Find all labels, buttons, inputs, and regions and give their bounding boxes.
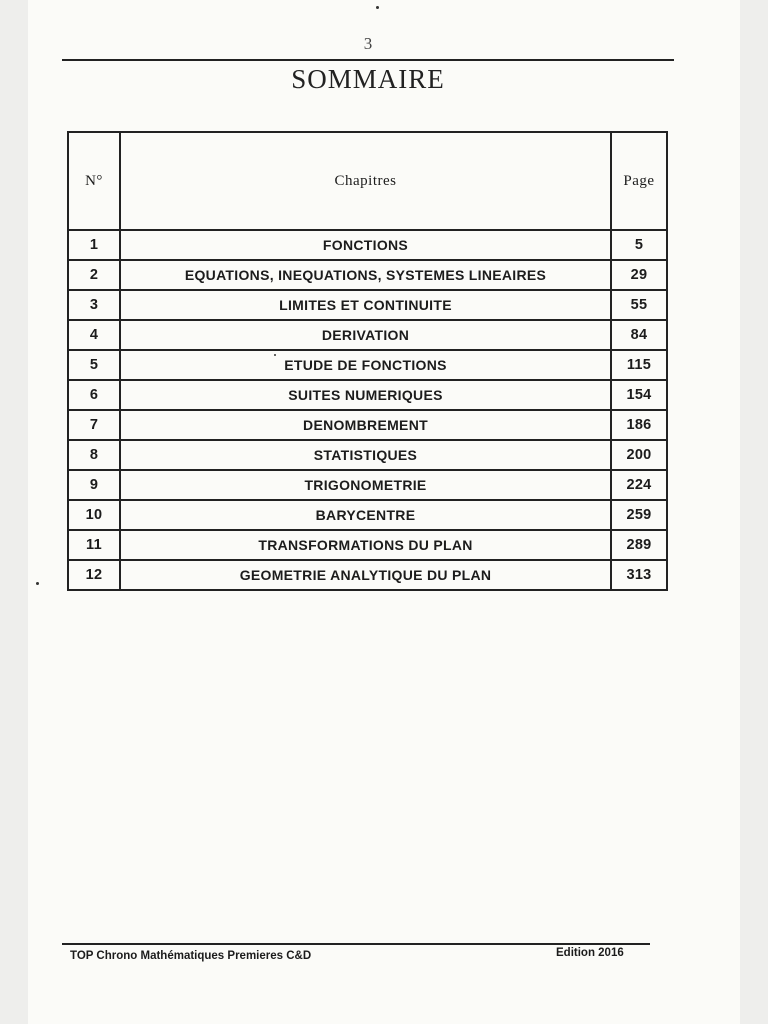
table-row: [68, 230, 667, 260]
scan-speck: [376, 6, 379, 9]
chapter-title: EQUATIONS, INEQUATIONS, SYSTEMES LINEAIRES: [120, 260, 611, 290]
table-row: [68, 290, 667, 320]
page-number: 3: [363, 34, 373, 53]
chapter-number: 3: [68, 290, 120, 320]
chapter-page: 154: [611, 380, 667, 410]
chapter-number: 9: [68, 470, 120, 500]
footer-book-title: TOP Chrono Mathématiques Premieres C&D: [70, 950, 312, 962]
chapter-title: SUITES NUMERIQUES: [120, 380, 611, 410]
footer-rule: [62, 943, 650, 945]
chapter-number: 10: [68, 500, 120, 530]
chapter-number: 6: [68, 380, 120, 410]
chapter-title: BARYCENTRE: [120, 500, 611, 530]
chapter-title: DENOMBREMENT: [120, 410, 611, 440]
table-row: [68, 260, 667, 290]
chapter-page: 259: [611, 500, 667, 530]
chapter-number: 1: [68, 230, 120, 260]
table-row: [68, 500, 667, 530]
chapter-title: STATISTIQUES: [120, 440, 611, 470]
chapter-page: 200: [611, 440, 667, 470]
chapter-page: 224: [611, 470, 667, 500]
chapter-page: 84: [611, 320, 667, 350]
table-row: [68, 410, 667, 440]
chapter-page: 55: [611, 290, 667, 320]
table-row: [68, 530, 667, 560]
table-row: [68, 380, 667, 410]
chapter-number: 12: [68, 560, 120, 590]
chapter-number: 11: [68, 530, 120, 560]
chapter-title: LIMITES ET CONTINUITE: [120, 290, 611, 320]
chapter-number: 8: [68, 440, 120, 470]
chapter-title: ETUDE DE FONCTIONS: [120, 350, 611, 380]
chapter-page: 29: [611, 260, 667, 290]
scan-speck: [36, 582, 39, 585]
footer-edition: Edition 2016: [556, 947, 624, 959]
chapter-number: 4: [68, 320, 120, 350]
chapter-number: 2: [68, 260, 120, 290]
chapter-title: TRANSFORMATIONS DU PLAN: [120, 530, 611, 560]
chapter-page: 5: [611, 230, 667, 260]
table-of-contents: [67, 131, 668, 591]
chapter-title: TRIGONOMETRIE: [120, 470, 611, 500]
header-page: Page: [611, 132, 667, 230]
chapter-page: 289: [611, 530, 667, 560]
chapter-page: 313: [611, 560, 667, 590]
chapter-page: 115: [611, 350, 667, 380]
chapter-number: 7: [68, 410, 120, 440]
chapter-number: 5: [68, 350, 120, 380]
header-chapters: Chapitres: [120, 132, 611, 230]
chapter-title: FONCTIONS: [120, 230, 611, 260]
table-header-row: [68, 132, 667, 230]
chapter-page: 186: [611, 410, 667, 440]
table-row: [68, 350, 667, 380]
table-row: [68, 320, 667, 350]
header-number: N°: [68, 132, 120, 230]
chapter-title: GEOMETRIE ANALYTIQUE DU PLAN: [120, 560, 611, 590]
table-row: [68, 470, 667, 500]
table-row: [68, 440, 667, 470]
page-title: SOMMAIRE: [291, 64, 445, 94]
top-rule: [62, 59, 674, 61]
chapter-title: DERIVATION: [120, 320, 611, 350]
table-row: [68, 560, 667, 590]
